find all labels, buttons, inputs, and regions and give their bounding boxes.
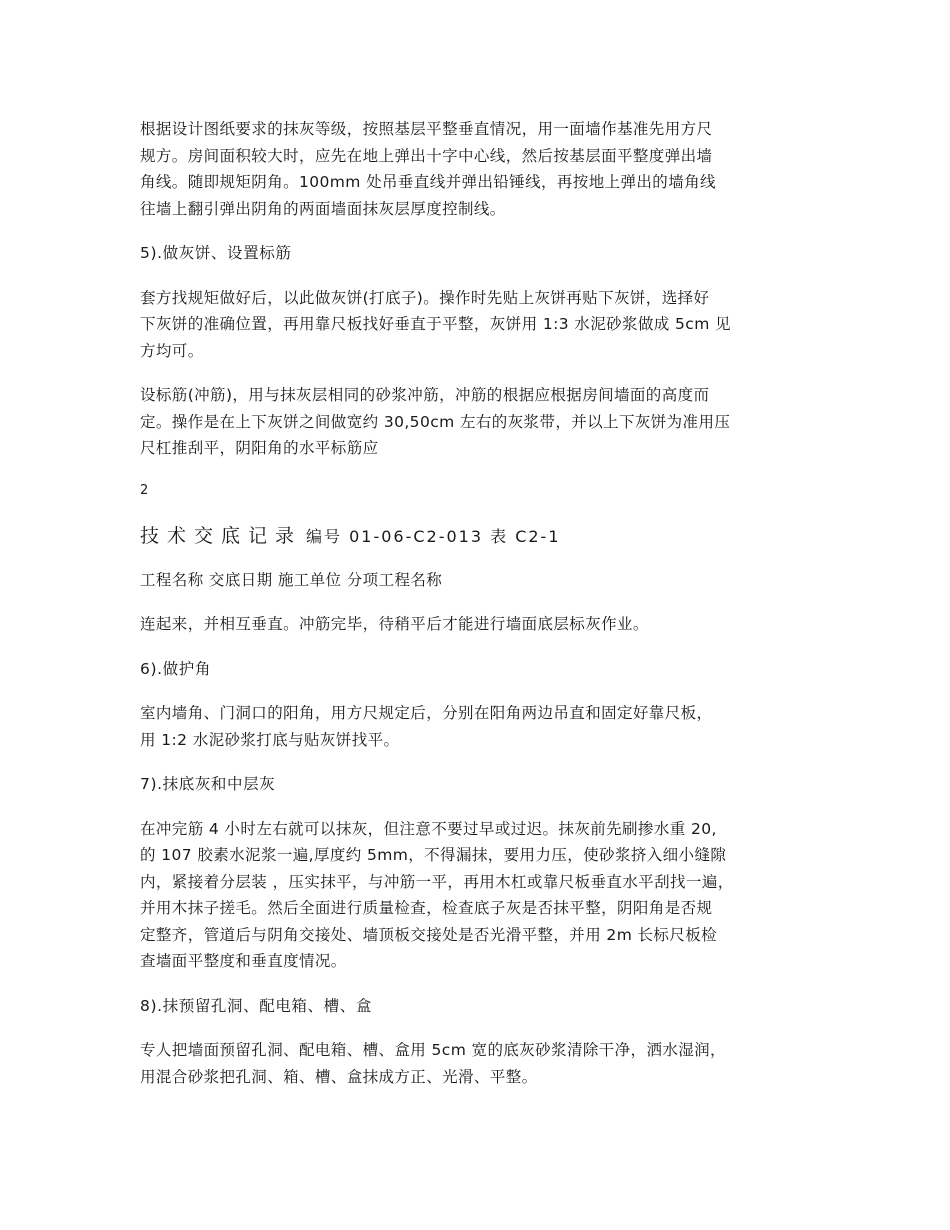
paragraph-wall-layout: 根据设计图纸要求的抹灰等级，按照基层平整垂直情况，用一面墙作基准先用方尺 规方。房间面积较大时，应先在地上弹出十字中心线，然后按基层面平整度弹出墙 角线。随即规矩阴角。100mm 处吊垂直线并弹出铅锤线，再按地上弹出的墙角线 往墙上翻引弹出阴角的两面墙面抹灰层厚度控制线。 [140, 120, 716, 218]
paragraph-screed-strips: 设标筋(冲筋)，用与抹灰层相同的砂浆冲筋，冲筋的根据应根据房间墙面的高度而 定。操作是在上下灰饼之间做宽约 30,50cm 左右的灰浆带，并以上下灰饼为准用压 尺杠推刮平，阴阳角的水平标筋应 [140, 386, 731, 457]
document-page [140, 116, 830, 1108]
section-heading-7: 7).抹底灰和中层灰 [140, 775, 276, 793]
section-heading-8: 8).抹预留孔洞、配电箱、槽、盒 [140, 996, 372, 1015]
paragraph-plaster-cakes: 套方找规矩做好后，以此做灰饼(打底子)。操作时先贴上灰饼再贴下灰饼，选择好 下灰饼的准确位置，再用靠尺板找好垂直于平整，灰饼用 1:3 水泥砂浆做成 5cm 见 方均可。 [140, 288, 731, 360]
section-heading-5: 5).做灰饼、设置标筋 [140, 244, 292, 262]
record-code: 编号 01-06-C2-013 表 C2-1 [306, 526, 561, 546]
paragraph-base-coat: 在冲完筋 4 小时左右就可以抹灰，但注意不要过早或过迟。抹灰前先刷掺水重 20, 的 107 胶素水泥浆一遍,厚度约 5mm，不得漏抹，要用力压，使砂浆挤入细小缝隙 内，紧接着分层装 ，压实抹平，与冲筋一平，再用木杠或靠尺板垂直水平刮找一遍， 并用木抹子搓毛。然后全面进行质量检查，检查底子灰是否抹平整，阴阳角是否规 定整齐，管道后与阴角交接处、墙顶板交接处是否光滑平整，并用 2m 长标尺板检 查墙面平整度和垂直度情况。 [140, 819, 734, 970]
page-number: 2 [140, 482, 149, 498]
section-heading-6: 6).做护角 [140, 659, 211, 678]
record-title: 技术交底记录 [140, 524, 303, 547]
record-fields-line: 工程名称 交底日期 施工单位 分项工程名称 [140, 570, 443, 589]
record-title-line [140, 522, 830, 551]
paragraph-openings: 专人把墙面预留孔洞、配电箱、槽、盒用 5cm 宽的底灰砂浆清除干净，洒水湿润， 用混合砂浆把孔洞、箱、槽、盒抹成方正、光滑、平整。 [140, 1041, 726, 1086]
paragraph-continuation: 连起来，并相互垂直。冲筋完毕，待稍平后才能进行墙面底层标灰作业。 [140, 615, 649, 633]
paragraph-corner-protection: 室内墙角、门洞口的阳角，用方尺规定后，分别在阳角两边吊直和固定好靠尺板， 用 1:2 水泥砂浆打底与贴灰饼找平。 [140, 704, 713, 749]
